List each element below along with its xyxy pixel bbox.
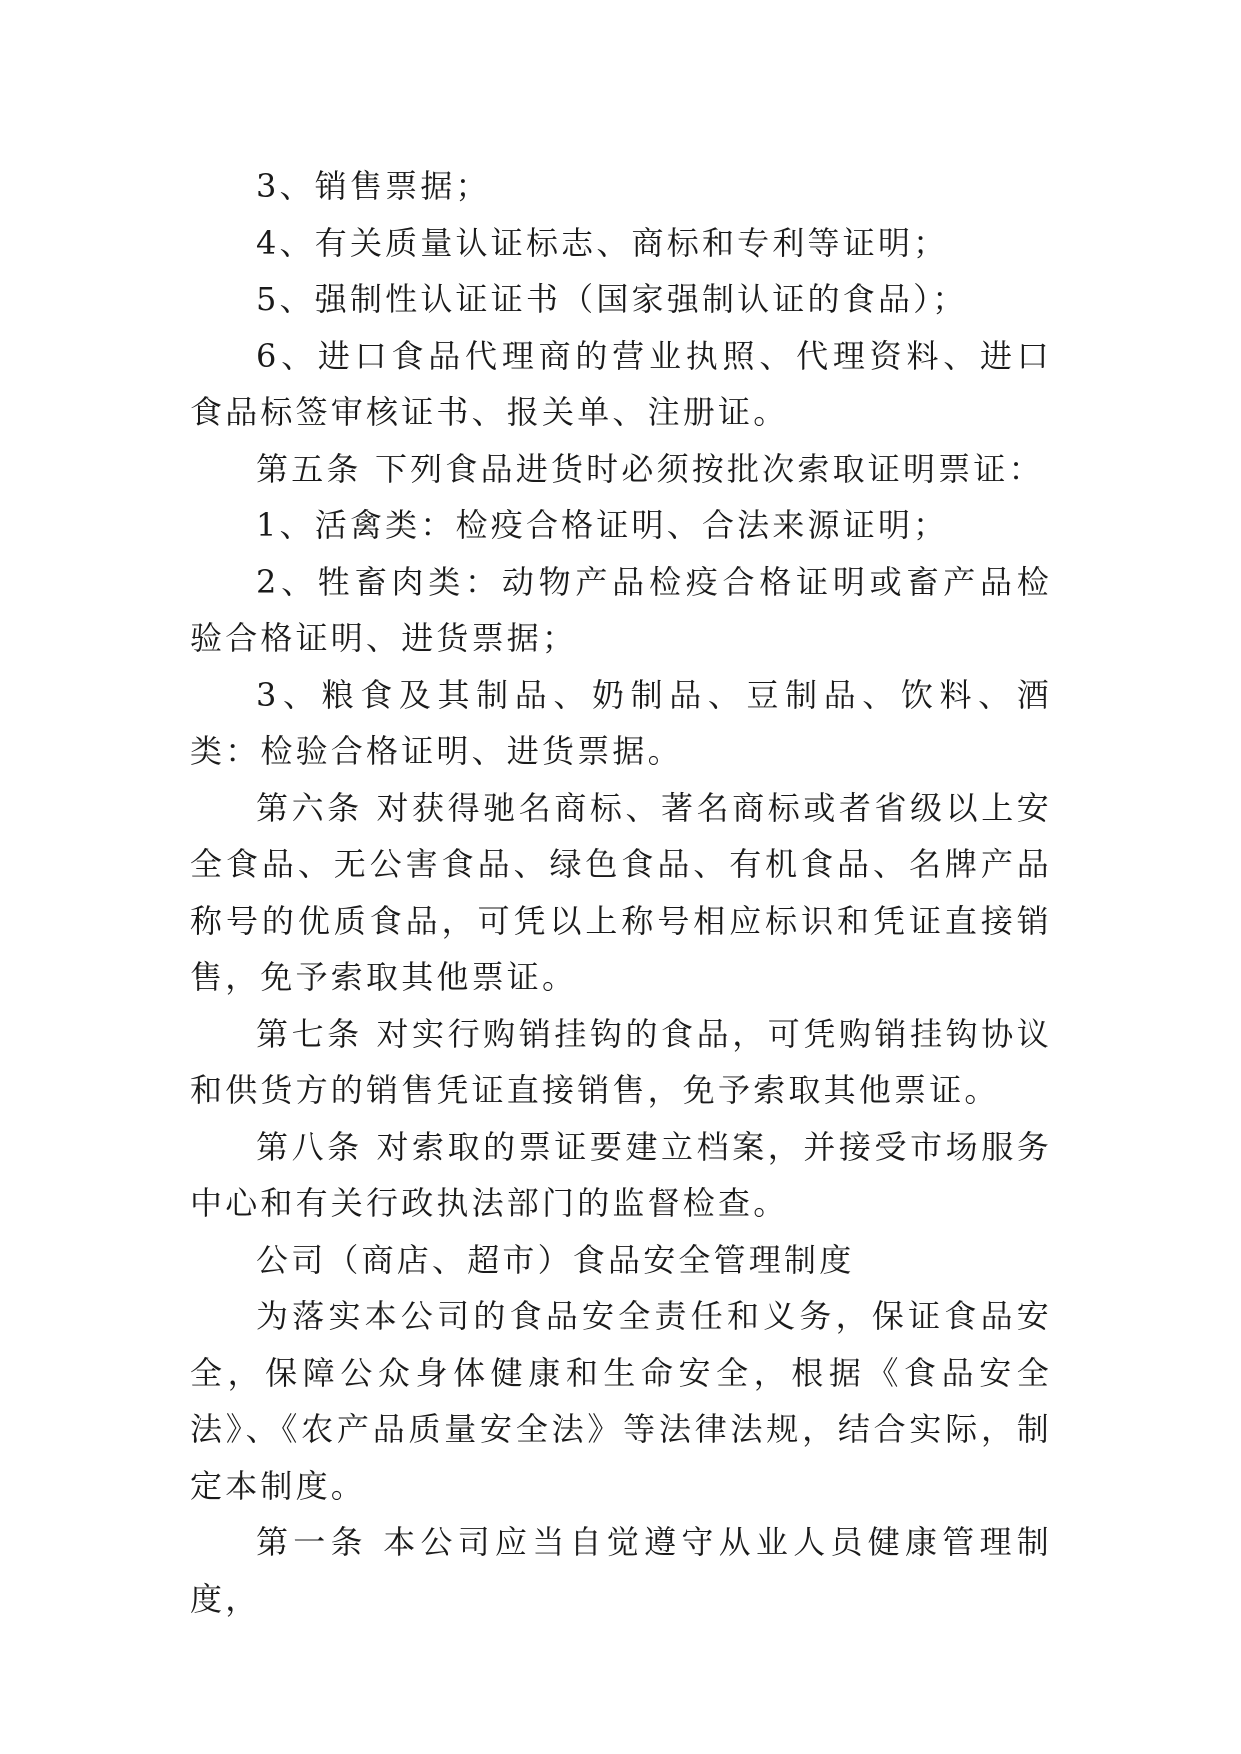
section-title: 公司（商店、超市）食品安全管理制度 (256, 1240, 855, 1279)
paragraph-item-4: 4、有关质量认证标志、商标和专利等证明； (256, 223, 949, 262)
paragraph-item-3: 3、销售票据； (256, 167, 491, 205)
article-1-paragraph: 第一条 本公司应当自觉遵守从业人员健康管理制度， (190, 1523, 1052, 1618)
article-5-heading: 第五条 下列食品进货时必须按批次索取证明票证： (256, 449, 1044, 488)
article-5-item-1: 1、活禽类：检疫合格证明、合法来源证明； (256, 506, 949, 544)
preamble-paragraph: 为落实本公司的食品安全责任和义务，保证食品安全，保障公众身体健康和生命安全，根据《食品安全法》、《农产品质量安全法》等法律法规，结合实际，制定本制度。 (190, 1297, 1052, 1505)
paragraph-item-6: 6、进口食品代理商的营业执照、代理资料、进口食品标签审核证书、报关单、注册证。 (190, 336, 1052, 431)
document-body (190, 158, 1052, 1627)
article-8-paragraph: 第八条 对索取的票证要建立档案，并接受市场服务中心和有关行政执法部门的监督检查。 (190, 1127, 1052, 1222)
article-7-paragraph: 第七条 对实行购销挂钩的食品，可凭购销挂钩协议和供货方的销售凭证直接销售，免予索取其他票证。 (190, 1014, 1052, 1109)
article-5-item-3: 3、粮食及其制品、奶制品、豆制品、饮料、酒类：检验合格证明、进货票据。 (190, 675, 1052, 770)
article-5-item-2: 2、牲畜肉类：动物产品检疫合格证明或畜产品检验合格证明、进货票据； (190, 562, 1052, 657)
paragraph-item-5: 5、强制性认证证书（国家强制认证的食品）； (256, 280, 968, 318)
article-6-paragraph: 第六条 对获得驰名商标、著名商标或者省级以上安全食品、无公害食品、绿色食品、有机食品、名牌产品称号的优质食品，可凭以上称号相应标识和凭证直接销售，免予索取其他票证。 (190, 788, 1052, 996)
